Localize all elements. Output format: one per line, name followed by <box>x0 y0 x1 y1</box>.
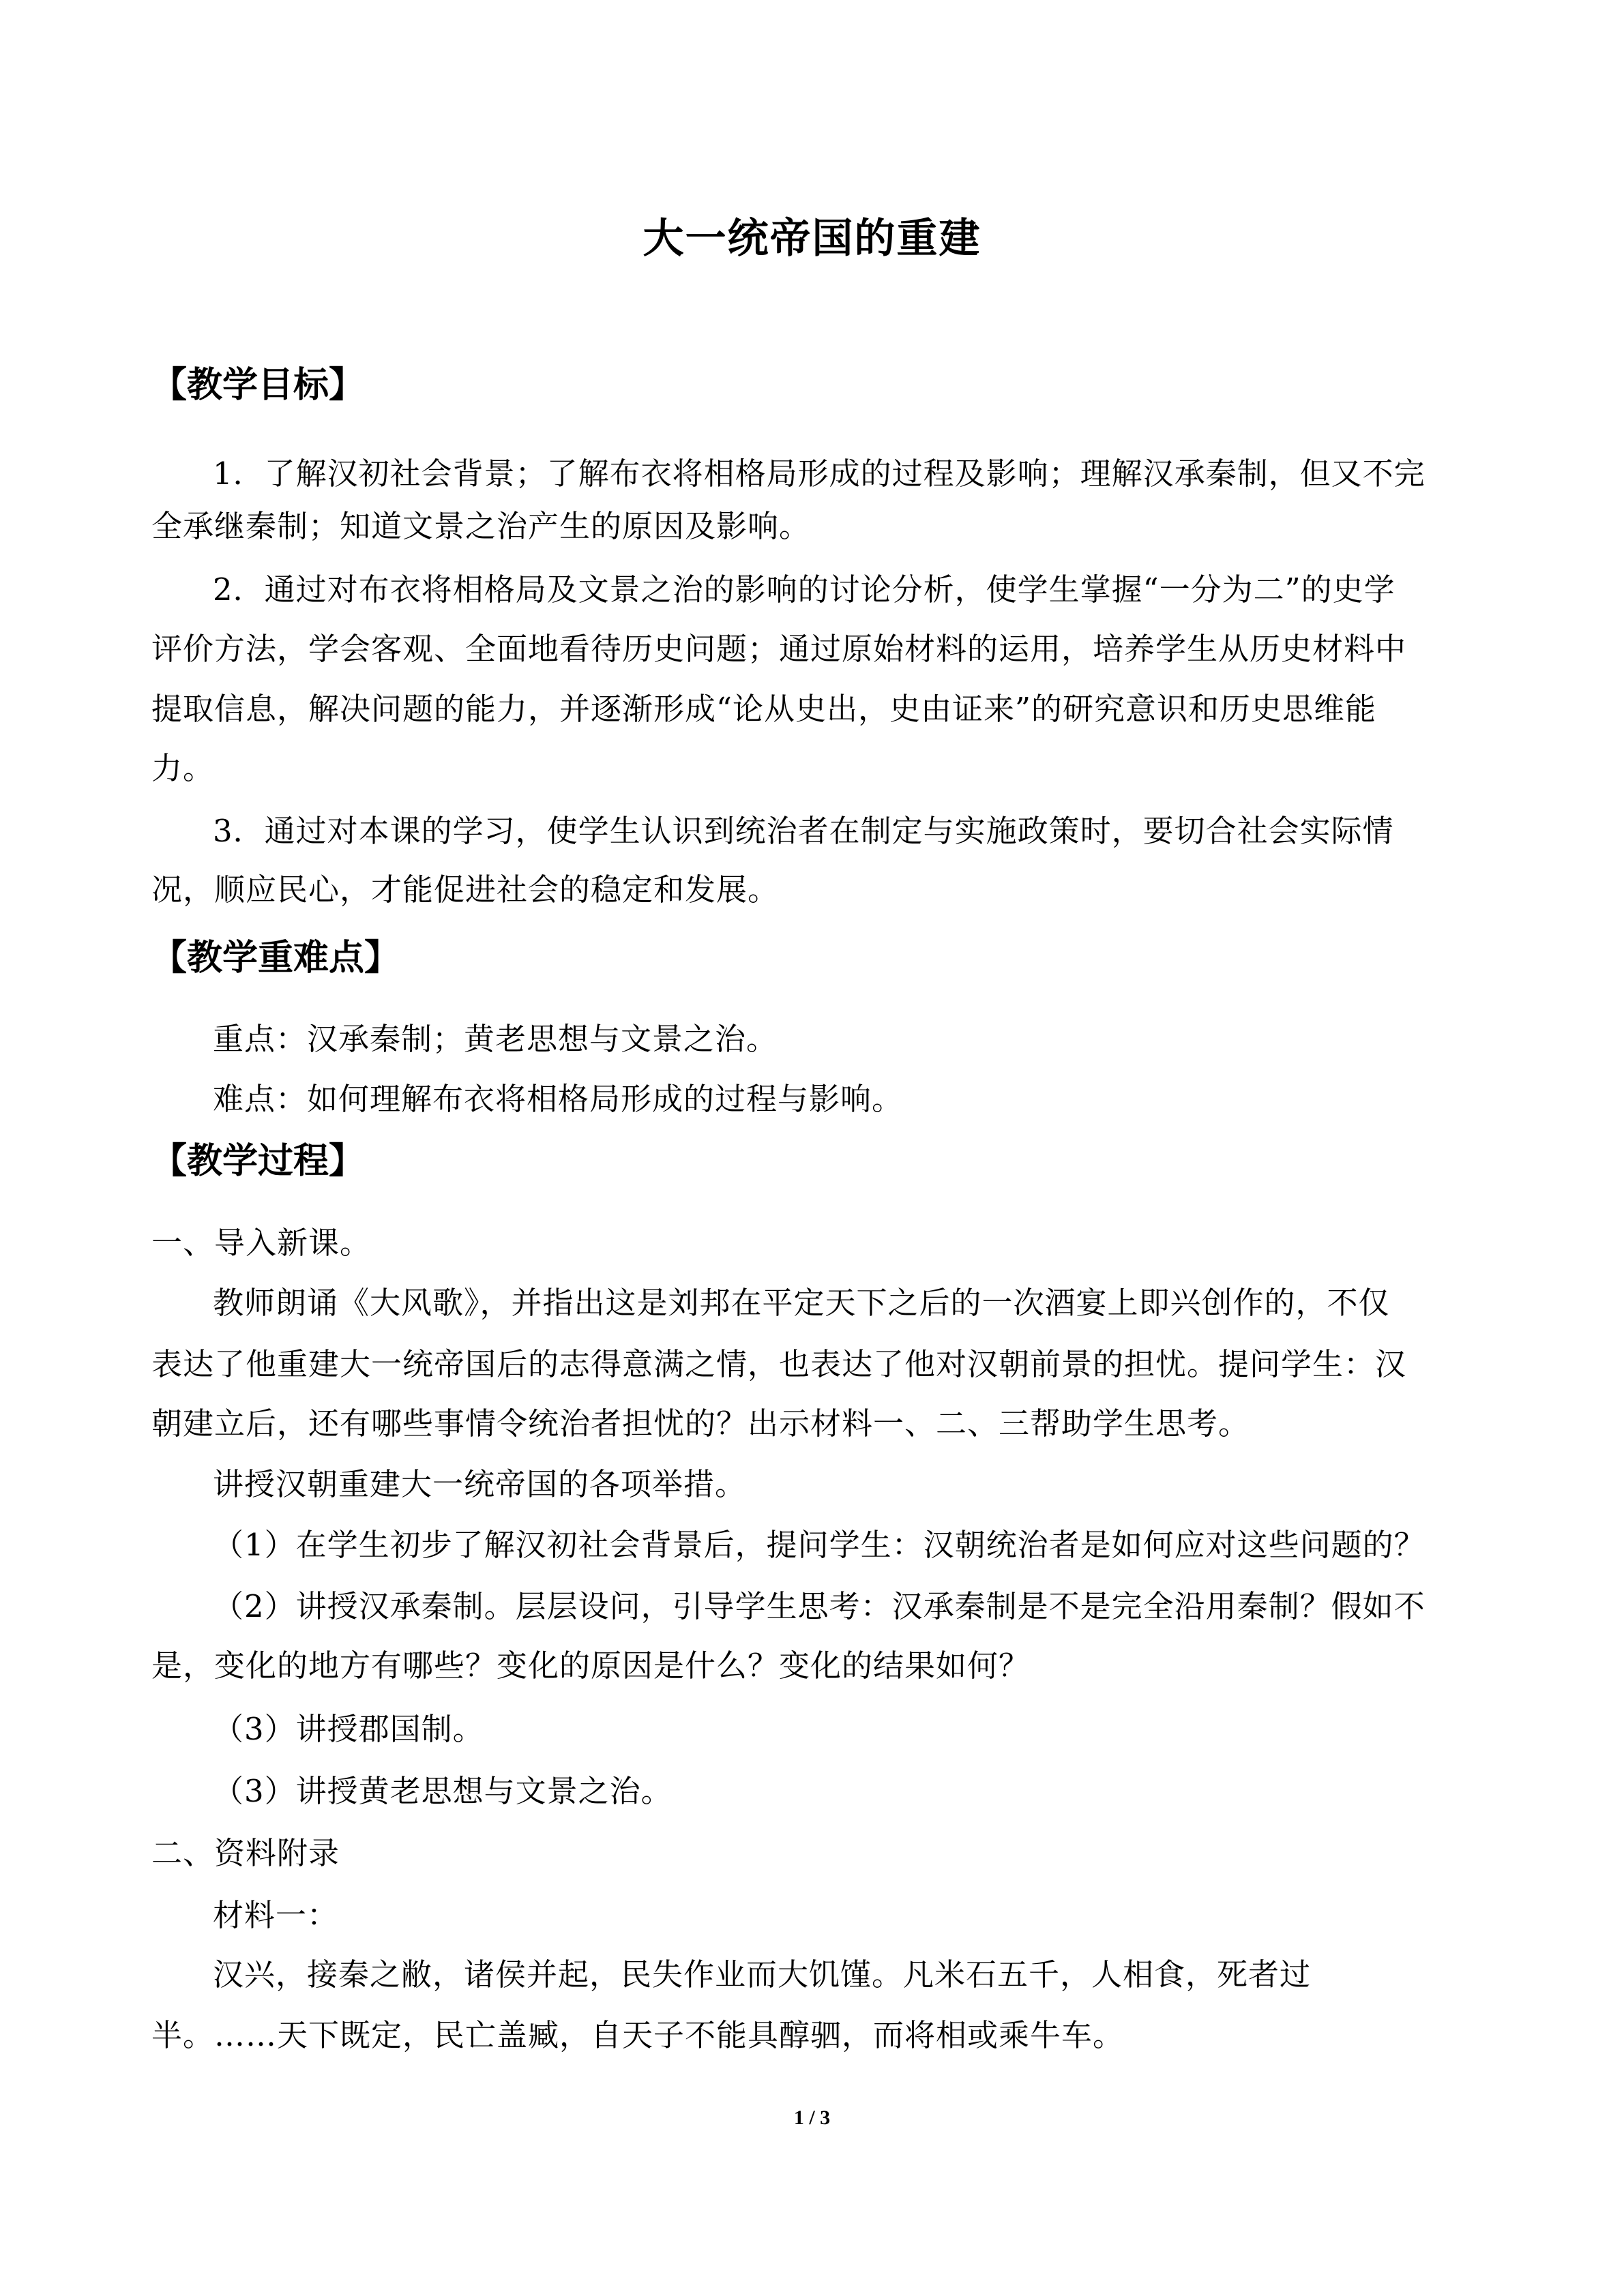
process-line: （2）讲授汉承秦制。层层设问，引导学生思考：汉承秦制是不是完全沿用秦制？假如不 <box>213 1588 1426 1624</box>
objective-line: 评价方法，学会客观、全面地看待历史问题；通过原始材料的运用，培养学生从历史材料中 <box>151 631 1407 667</box>
section-heading-key-points: 【教学重难点】 <box>151 938 400 979</box>
objective-line: 1．了解汉初社会背景；了解布衣将相格局形成的过程及影响；理解汉承秦制，但又不完 <box>213 456 1426 492</box>
objective-line: 2．通过对布衣将相格局及文景之治的影响的讨论分析，使学生掌握“一分为二”的史学 <box>213 571 1396 608</box>
section-heading-process: 【教学过程】 <box>151 1141 365 1182</box>
process-line: 朝建立后，还有哪些事情令统治者担忧的？出示材料一、二、三帮助学生思考。 <box>151 1405 1250 1442</box>
objective-line: 力。 <box>151 750 215 786</box>
process-line: 半。……天下既定，民亡盖臧，自天子不能具醇驷，而将相或乘牛车。 <box>151 2017 1125 2053</box>
process-line: 表达了他重建大一统帝国后的志得意满之情，也表达了他对汉朝前景的担忧。提问学生：汉 <box>151 1346 1407 1382</box>
page-number: 1 / 3 <box>793 2106 831 2129</box>
page-title: 大一统帝国的重建 <box>643 215 981 263</box>
process-line: 二、资料附录 <box>151 1835 340 1871</box>
key-point-line: 难点：如何理解布衣将相格局形成的过程与影响。 <box>213 1081 904 1117</box>
objective-line: 全承继秦制；知道文景之治产生的原因及影响。 <box>151 508 811 544</box>
objective-line: 3．通过对本课的学习，使学生认识到统治者在制定与实施政策时，要切合社会实际情 <box>213 813 1394 849</box>
objective-line: 提取信息，解决问题的能力，并逐渐形成“论从史出，史由证来”的研究意识和历史思维能 <box>151 691 1377 727</box>
process-line: 材料一： <box>213 1897 339 1933</box>
process-line: 一、导入新课。 <box>151 1225 372 1261</box>
process-line: （1）在学生初步了解汉初社会背景后，提问学生：汉朝统治者是如何应对这些问题的？ <box>213 1527 1426 1563</box>
process-line: 汉兴，接秦之敝，诸侯并起，民失作业而大饥馑。凡米石五千，人相食，死者过 <box>213 1956 1312 1993</box>
process-line: （3）讲授郡国制。 <box>213 1711 484 1747</box>
process-line: （3）讲授黄老思想与文景之治。 <box>213 1773 673 1809</box>
process-line: 教师朗诵《大风歌》，并指出这是刘邦在平定天下之后的一次酒宴上即兴创作的，不仅 <box>213 1285 1390 1321</box>
section-heading-objectives: 【教学目标】 <box>151 365 365 406</box>
process-line: 是，变化的地方有哪些？变化的原因是什么？变化的结果如何？ <box>151 1648 1031 1684</box>
process-line: 讲授汉朝重建大一统帝国的各项举措。 <box>213 1466 747 1502</box>
objective-line: 况，顺应民心，才能促进社会的稳定和发展。 <box>151 871 780 908</box>
key-point-line: 重点：汉承秦制；黄老思想与文景之治。 <box>213 1021 778 1057</box>
